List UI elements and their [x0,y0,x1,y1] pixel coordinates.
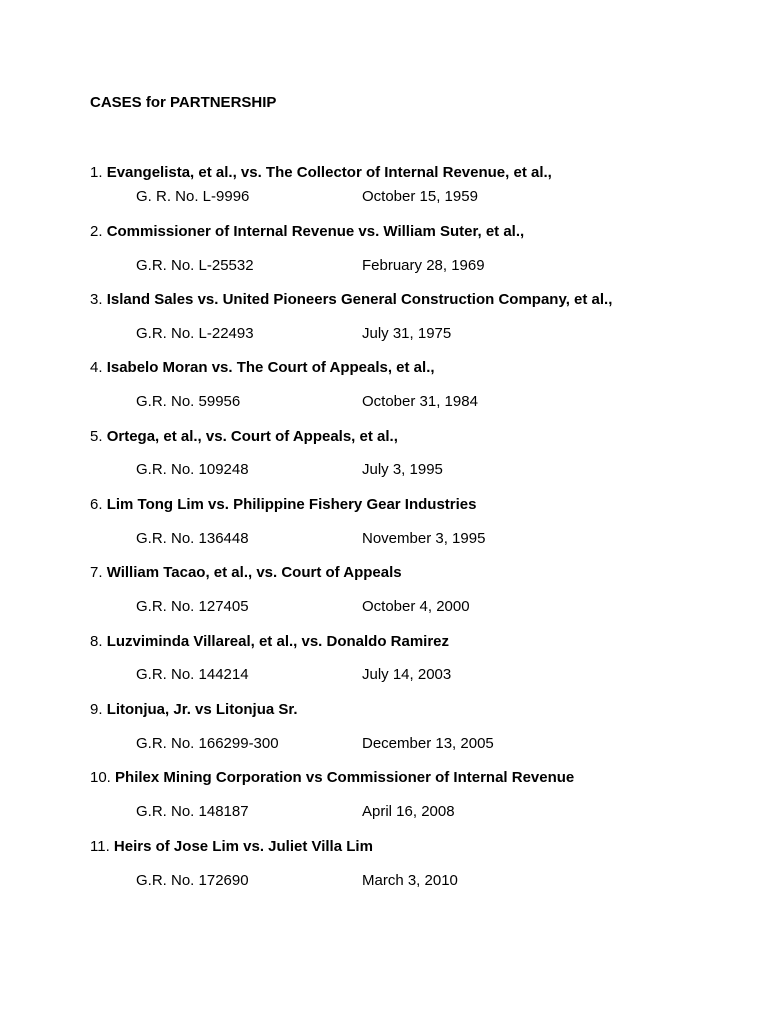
case-name: Lim Tong Lim vs. Philippine Fishery Gear Industries [106,496,477,513]
case-gr-number: G.R. No. 172690 [136,872,249,889]
case-gr-number: G.R. No. L-22493 [136,325,254,342]
case-title [90,291,612,308]
case-name: William Tacao, et al., vs. Court of Appeals [106,564,402,581]
case-number: 6. [90,496,103,513]
case-number: 7. [90,564,103,581]
case-gr-number: G. R. No. L-9996 [136,188,250,205]
case-date: July 31, 1975 [362,325,452,342]
case-name: Luzviminda Villareal, et al., vs. Donaldo Ramirez [106,633,450,650]
case-date: July 14, 2003 [362,666,452,683]
case-name: Island Sales vs. United Pioneers General Construction Company, et al., [106,291,613,308]
case-name: Heirs of Jose Lim vs. Juliet Villa Lim [113,838,373,855]
case-title [90,496,476,513]
case-date: March 3, 2010 [362,872,458,889]
case-gr-number: G.R. No. L-25532 [136,257,254,274]
case-number: 8. [90,633,103,650]
case-date: December 13, 2005 [362,735,494,752]
case-gr-number: G.R. No. 166299-300 [136,735,279,752]
case-name: Ortega, et al., vs. Court of Appeals, et al., [106,428,398,445]
page-title: CASES for PARTNERSHIP [90,94,277,111]
case-title [90,223,524,240]
case-gr-number: G.R. No. 59956 [136,393,241,410]
case-gr-number: G.R. No. 136448 [136,530,249,547]
case-number: 5. [90,428,103,445]
case-number: 11. [90,838,110,855]
case-title [90,769,574,786]
case-name: Isabelo Moran vs. The Court of Appeals, et al., [106,359,435,376]
case-number: 4. [90,359,103,376]
case-gr-number: G.R. No. 144214 [136,666,249,683]
case-title [90,564,402,581]
case-title [90,838,373,855]
case-name: Evangelista, et al., vs. The Collector of Internal Revenue, et al., [106,164,552,181]
case-name: Philex Mining Corporation vs Commissioner of Internal Revenue [115,769,575,786]
case-name: Litonjua, Jr. vs Litonjua Sr. [106,701,298,718]
case-name: Commissioner of Internal Revenue vs. William Suter, et al., [106,223,525,240]
case-date: October 15, 1959 [362,188,478,205]
case-title [90,633,449,650]
case-number: 1. [90,164,103,181]
case-date: November 3, 1995 [362,530,486,547]
case-gr-number: G.R. No. 127405 [136,598,249,615]
case-date: April 16, 2008 [362,803,455,820]
case-gr-number: G.R. No. 109248 [136,461,249,478]
case-title [90,701,298,718]
case-date: October 4, 2000 [362,598,470,615]
case-date: February 28, 1969 [362,257,485,274]
case-title [90,164,552,181]
case-date: July 3, 1995 [362,461,443,478]
case-number: 10. [90,769,111,786]
case-title [90,428,398,445]
case-date: October 31, 1984 [362,393,478,410]
case-number: 9. [90,701,103,718]
case-number: 2. [90,223,103,240]
case-gr-number: G.R. No. 148187 [136,803,249,820]
case-title [90,359,435,376]
case-number: 3. [90,291,103,308]
